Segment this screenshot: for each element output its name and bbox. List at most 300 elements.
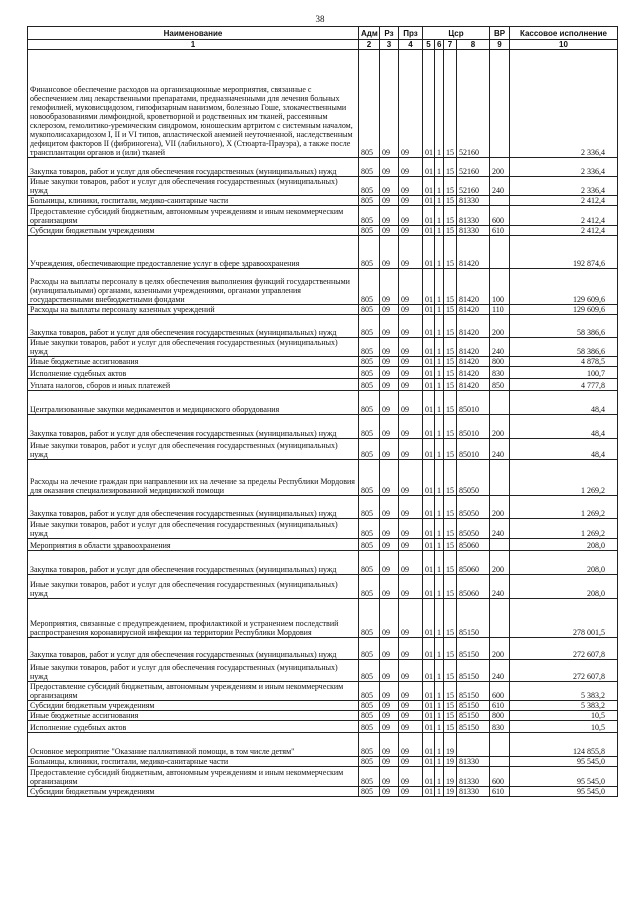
row-csr-2: 1	[435, 575, 444, 599]
row-name: Мероприятия, связанные с предупреждением, профилактикой и устранением последствий распространения коронавирусной инфекции на территории Республики Мордовия	[28, 599, 359, 638]
row-rz: 09	[380, 757, 399, 767]
row-prz: 09	[399, 660, 423, 682]
row-prz: 09	[399, 269, 423, 305]
row-csr-1: 01	[423, 357, 435, 367]
col-number: 2	[359, 40, 380, 50]
row-name: Предоставление субсидий бюджетным, автономным учреждениям и иным некоммерческим организациям	[28, 206, 359, 226]
row-adm: 805	[359, 519, 380, 539]
row-adm: 805	[359, 236, 380, 269]
table-row	[28, 721, 618, 733]
row-adm: 805	[359, 315, 380, 338]
row-vr: 600	[490, 767, 510, 787]
row-adm: 805	[359, 391, 380, 415]
row-csr-2: 1	[435, 379, 444, 391]
row-csr-3: 15	[444, 158, 457, 177]
col-number: 9	[490, 40, 510, 50]
row-vr	[490, 599, 510, 638]
row-csr-1: 01	[423, 767, 435, 787]
row-prz: 09	[399, 158, 423, 177]
col-number: 1	[28, 40, 359, 50]
table-row	[28, 682, 618, 701]
table-row	[28, 711, 618, 721]
header-rz: Рз	[380, 27, 399, 40]
row-name: Иные закупки товаров, работ и услуг для обеспечения государственных (муниципальных) нужд	[28, 575, 359, 599]
row-csr-2: 1	[435, 767, 444, 787]
row-csr-4: 85050	[457, 496, 490, 519]
row-rz: 09	[380, 711, 399, 721]
row-rz: 09	[380, 767, 399, 787]
row-csr-4: 52160	[457, 158, 490, 177]
row-name: Предоставление субсидий бюджетным, автономным учреждениям и иным некоммерческим организациям	[28, 682, 359, 701]
col-number: 7	[444, 40, 457, 50]
row-csr-3: 15	[444, 575, 457, 599]
row-vr	[490, 196, 510, 206]
table-row	[28, 496, 618, 519]
row-csr-1: 01	[423, 367, 435, 379]
row-vr: 610	[490, 701, 510, 711]
table-row	[28, 733, 618, 757]
row-csr-2: 1	[435, 757, 444, 767]
row-vr	[490, 50, 510, 158]
table-row	[28, 539, 618, 551]
row-csr-2: 1	[435, 787, 444, 797]
row-amount: 1 269,2	[510, 460, 618, 496]
row-vr	[490, 391, 510, 415]
row-csr-1: 01	[423, 599, 435, 638]
table-row	[28, 305, 618, 315]
row-name: Расходы на выплаты персоналу казенных учреждений	[28, 305, 359, 315]
row-rz: 09	[380, 599, 399, 638]
row-csr-1: 01	[423, 701, 435, 711]
row-adm: 805	[359, 460, 380, 496]
row-prz: 09	[399, 638, 423, 660]
row-csr-3: 19	[444, 757, 457, 767]
row-csr-2: 1	[435, 733, 444, 757]
row-vr	[490, 539, 510, 551]
row-adm: 805	[359, 638, 380, 660]
table-row	[28, 379, 618, 391]
row-rz: 09	[380, 733, 399, 757]
row-csr-2: 1	[435, 391, 444, 415]
row-csr-2: 1	[435, 158, 444, 177]
row-rz: 09	[380, 460, 399, 496]
row-name: Субсидии бюджетным учреждениям	[28, 226, 359, 236]
row-csr-1: 01	[423, 460, 435, 496]
row-amount: 4 878,5	[510, 357, 618, 367]
row-csr-3: 19	[444, 787, 457, 797]
row-amount: 208,0	[510, 575, 618, 599]
row-vr: 800	[490, 711, 510, 721]
row-adm: 805	[359, 305, 380, 315]
row-name: Иные бюджетные ассигнования	[28, 711, 359, 721]
row-adm: 805	[359, 539, 380, 551]
row-adm: 805	[359, 367, 380, 379]
row-vr: 610	[490, 226, 510, 236]
row-csr-2: 1	[435, 226, 444, 236]
row-csr-2: 1	[435, 599, 444, 638]
row-rz: 09	[380, 305, 399, 315]
row-csr-4: 85060	[457, 539, 490, 551]
row-csr-3: 15	[444, 519, 457, 539]
row-rz: 09	[380, 367, 399, 379]
row-adm: 805	[359, 701, 380, 711]
row-amount: 95 545,0	[510, 787, 618, 797]
row-amount: 192 874,6	[510, 236, 618, 269]
row-csr-3: 15	[444, 391, 457, 415]
row-prz: 09	[399, 599, 423, 638]
row-amount: 272 607,8	[510, 660, 618, 682]
header-exec: Кассовое исполнение	[510, 27, 618, 40]
row-prz: 09	[399, 787, 423, 797]
row-csr-3: 15	[444, 305, 457, 315]
row-csr-4: 81330	[457, 757, 490, 767]
row-csr-3: 15	[444, 50, 457, 158]
row-csr-1: 01	[423, 196, 435, 206]
row-prz: 09	[399, 305, 423, 315]
row-name: Субсидии бюджетным учреждениям	[28, 787, 359, 797]
row-vr: 830	[490, 367, 510, 379]
row-prz: 09	[399, 196, 423, 206]
row-prz: 09	[399, 415, 423, 439]
row-vr: 800	[490, 357, 510, 367]
row-csr-1: 01	[423, 439, 435, 460]
row-rz: 09	[380, 575, 399, 599]
row-csr-2: 1	[435, 519, 444, 539]
row-rz: 09	[380, 638, 399, 660]
row-csr-2: 1	[435, 721, 444, 733]
row-adm: 805	[359, 177, 380, 196]
col-number: 6	[435, 40, 444, 50]
table-row	[28, 660, 618, 682]
row-csr-1: 01	[423, 660, 435, 682]
row-name: Закупка товаров, работ и услуг для обеспечения государственных (муниципальных) нужд	[28, 496, 359, 519]
row-vr	[490, 460, 510, 496]
row-vr: 600	[490, 682, 510, 701]
row-rz: 09	[380, 721, 399, 733]
row-rz: 09	[380, 226, 399, 236]
row-prz: 09	[399, 551, 423, 575]
row-csr-3: 15	[444, 660, 457, 682]
row-amount: 95 545,0	[510, 767, 618, 787]
row-csr-4: 81420	[457, 338, 490, 357]
row-name: Иные закупки товаров, работ и услуг для обеспечения государственных (муниципальных) нужд	[28, 439, 359, 460]
row-csr-3: 15	[444, 551, 457, 575]
row-csr-3: 15	[444, 439, 457, 460]
row-amount: 2 336,4	[510, 177, 618, 196]
row-csr-1: 01	[423, 575, 435, 599]
row-csr-1: 01	[423, 305, 435, 315]
row-csr-4: 85150	[457, 721, 490, 733]
row-csr-2: 1	[435, 50, 444, 158]
row-name: Закупка товаров, работ и услуг для обеспечения государственных (муниципальных) нужд	[28, 415, 359, 439]
row-prz: 09	[399, 575, 423, 599]
row-csr-4: 81330	[457, 787, 490, 797]
table-row	[28, 357, 618, 367]
header-name: Наименование	[28, 27, 359, 40]
table-row	[28, 226, 618, 236]
row-amount: 129 609,6	[510, 269, 618, 305]
row-amount: 100,7	[510, 367, 618, 379]
row-rz: 09	[380, 519, 399, 539]
header-vr: ВР	[490, 27, 510, 40]
row-csr-2: 1	[435, 236, 444, 269]
row-csr-3: 15	[444, 539, 457, 551]
row-vr: 100	[490, 269, 510, 305]
row-csr-1: 01	[423, 787, 435, 797]
row-csr-4: 85150	[457, 599, 490, 638]
row-adm: 805	[359, 721, 380, 733]
row-name: Закупка товаров, работ и услуг для обеспечения государственных (муниципальных) нужд	[28, 551, 359, 575]
row-adm: 805	[359, 496, 380, 519]
table-row	[28, 460, 618, 496]
row-csr-4: 85010	[457, 439, 490, 460]
row-adm: 805	[359, 660, 380, 682]
row-csr-3: 15	[444, 357, 457, 367]
row-csr-2: 1	[435, 701, 444, 711]
row-name: Предоставление субсидий бюджетным, автономным учреждениям и иным некоммерческим организациям	[28, 767, 359, 787]
row-amount: 208,0	[510, 551, 618, 575]
row-csr-4: 85010	[457, 391, 490, 415]
row-adm: 805	[359, 379, 380, 391]
row-vr: 830	[490, 721, 510, 733]
table-row	[28, 599, 618, 638]
table-row	[28, 196, 618, 206]
row-vr	[490, 236, 510, 269]
row-csr-1: 01	[423, 638, 435, 660]
col-number: 3	[380, 40, 399, 50]
col-number: 10	[510, 40, 618, 50]
row-name: Исполнение судебных актов	[28, 721, 359, 733]
row-prz: 09	[399, 391, 423, 415]
row-vr: 240	[490, 338, 510, 357]
row-vr: 200	[490, 158, 510, 177]
header-adm: Адм	[359, 27, 380, 40]
row-csr-4: 81420	[457, 305, 490, 315]
row-csr-1: 01	[423, 711, 435, 721]
row-prz: 09	[399, 539, 423, 551]
row-amount: 5 383,2	[510, 682, 618, 701]
row-csr-1: 01	[423, 721, 435, 733]
row-rz: 09	[380, 682, 399, 701]
table-row	[28, 177, 618, 196]
row-csr-1: 01	[423, 338, 435, 357]
row-rz: 09	[380, 496, 399, 519]
row-amount: 48,4	[510, 415, 618, 439]
row-vr: 200	[490, 638, 510, 660]
row-rz: 09	[380, 357, 399, 367]
row-rz: 09	[380, 177, 399, 196]
row-vr: 200	[490, 496, 510, 519]
row-csr-4: 81330	[457, 206, 490, 226]
row-csr-3: 15	[444, 711, 457, 721]
table-row	[28, 269, 618, 305]
row-csr-4: 85060	[457, 575, 490, 599]
table-row	[28, 415, 618, 439]
row-prz: 09	[399, 236, 423, 269]
row-amount: 1 269,2	[510, 496, 618, 519]
row-csr-4: 81420	[457, 236, 490, 269]
row-amount: 5 383,2	[510, 701, 618, 711]
row-csr-3: 15	[444, 196, 457, 206]
row-vr: 200	[490, 315, 510, 338]
row-name: Иные закупки товаров, работ и услуг для обеспечения государственных (муниципальных) нужд	[28, 660, 359, 682]
row-rz: 09	[380, 391, 399, 415]
row-adm: 805	[359, 206, 380, 226]
row-csr-4: 81420	[457, 269, 490, 305]
row-prz: 09	[399, 496, 423, 519]
row-amount: 124 855,8	[510, 733, 618, 757]
row-csr-3: 15	[444, 599, 457, 638]
row-name: Иные бюджетные ассигнования	[28, 357, 359, 367]
table-row	[28, 767, 618, 787]
row-csr-4: 85150	[457, 682, 490, 701]
row-csr-1: 01	[423, 496, 435, 519]
row-name: Мероприятия в области здравоохранения	[28, 539, 359, 551]
row-adm: 805	[359, 269, 380, 305]
col-number: 5	[423, 40, 435, 50]
row-prz: 09	[399, 50, 423, 158]
row-amount: 10,5	[510, 721, 618, 733]
row-csr-2: 1	[435, 305, 444, 315]
row-csr-2: 1	[435, 539, 444, 551]
table-row	[28, 367, 618, 379]
row-csr-4: 85050	[457, 519, 490, 539]
row-csr-1: 01	[423, 391, 435, 415]
row-rz: 09	[380, 338, 399, 357]
row-amount: 58 386,6	[510, 315, 618, 338]
row-csr-2: 1	[435, 496, 444, 519]
row-name: Расходы на выплаты персоналу в целях обеспечения выполнения функций государственными (муниципальными) органами, казенными учреждениями, органами управления государственными внебюджетными фондами	[28, 269, 359, 305]
row-csr-4: 81420	[457, 315, 490, 338]
row-csr-2: 1	[435, 711, 444, 721]
row-csr-2: 1	[435, 660, 444, 682]
row-adm: 805	[359, 158, 380, 177]
row-amount: 2 336,4	[510, 158, 618, 177]
row-csr-3: 15	[444, 721, 457, 733]
row-csr-3: 15	[444, 367, 457, 379]
row-csr-1: 01	[423, 206, 435, 226]
row-csr-3: 19	[444, 733, 457, 757]
table-row	[28, 638, 618, 660]
row-amount: 208,0	[510, 539, 618, 551]
row-csr-3: 15	[444, 269, 457, 305]
row-vr	[490, 733, 510, 757]
row-csr-3: 15	[444, 236, 457, 269]
row-prz: 09	[399, 226, 423, 236]
row-csr-4: 85010	[457, 415, 490, 439]
row-name: Иные закупки товаров, работ и услуг для обеспечения государственных (муниципальных) нужд	[28, 338, 359, 357]
row-amount: 278 001,5	[510, 599, 618, 638]
row-csr-2: 1	[435, 315, 444, 338]
row-csr-2: 1	[435, 206, 444, 226]
row-csr-1: 01	[423, 519, 435, 539]
row-csr-2: 1	[435, 439, 444, 460]
row-adm: 805	[359, 575, 380, 599]
row-name: Уплата налогов, сборов и иных платежей	[28, 379, 359, 391]
row-vr: 850	[490, 379, 510, 391]
row-rz: 09	[380, 439, 399, 460]
row-rz: 09	[380, 551, 399, 575]
row-adm: 805	[359, 226, 380, 236]
table-row	[28, 701, 618, 711]
row-csr-3: 15	[444, 226, 457, 236]
row-name: Закупка товаров, работ и услуг для обеспечения государственных (муниципальных) нужд	[28, 638, 359, 660]
row-csr-2: 1	[435, 357, 444, 367]
row-rz: 09	[380, 415, 399, 439]
table-row	[28, 551, 618, 575]
row-csr-2: 1	[435, 177, 444, 196]
row-csr-3: 15	[444, 379, 457, 391]
table-row	[28, 315, 618, 338]
row-csr-3: 19	[444, 767, 457, 787]
row-csr-1: 01	[423, 415, 435, 439]
row-csr-3: 15	[444, 638, 457, 660]
row-vr: 200	[490, 551, 510, 575]
row-vr: 600	[490, 206, 510, 226]
row-prz: 09	[399, 721, 423, 733]
row-rz: 09	[380, 539, 399, 551]
row-csr-2: 1	[435, 551, 444, 575]
row-prz: 09	[399, 519, 423, 539]
row-rz: 09	[380, 660, 399, 682]
row-csr-4: 85150	[457, 711, 490, 721]
row-name: Больницы, клиники, госпитали, медико-санитарные части	[28, 196, 359, 206]
row-vr: 240	[490, 519, 510, 539]
table-body	[28, 50, 618, 797]
row-csr-2: 1	[435, 638, 444, 660]
row-csr-2: 1	[435, 682, 444, 701]
row-rz: 09	[380, 158, 399, 177]
row-csr-2: 1	[435, 415, 444, 439]
row-csr-1: 01	[423, 379, 435, 391]
row-csr-4	[457, 733, 490, 757]
row-adm: 805	[359, 439, 380, 460]
row-rz: 09	[380, 196, 399, 206]
row-amount: 10,5	[510, 711, 618, 721]
row-name: Расходы на лечение граждан при направлении их на лечение за пределы Республики Мордовия для оказания специализированной медицинской помощи	[28, 460, 359, 496]
row-name: Основное мероприятие "Оказание паллиативной помощи, в том числе детям"	[28, 733, 359, 757]
row-csr-4: 85150	[457, 638, 490, 660]
row-rz: 09	[380, 315, 399, 338]
row-name: Финансовое обеспечение расходов на организационные мероприятия, связанные с обеспечением лиц лекарственными препаратами, предназначенными для лечения больных гемофилией, муковисцидозом, гипофизарным нанизмом, болезнью Гоше, злокачественными новообразованиями лимфоидной, кроветворной и родственных им тканей, рассеянным склерозом, гемолитико-уремическим синдромом, юношеским артритом с системным началом, мукополисахаридозом I, II и VI типов, апластической анемией неуточненной, наследственным дефицитом факторов II (фибриногена), VII (лабильного), X (Стюарта-Прауэра), а также после трансплантации органов и (или) тканей	[28, 50, 359, 158]
row-amount: 4 777,8	[510, 379, 618, 391]
row-csr-3: 15	[444, 460, 457, 496]
table-row	[28, 787, 618, 797]
row-csr-3: 15	[444, 682, 457, 701]
row-csr-3: 15	[444, 338, 457, 357]
row-csr-1: 01	[423, 315, 435, 338]
row-adm: 805	[359, 551, 380, 575]
row-rz: 09	[380, 50, 399, 158]
row-prz: 09	[399, 460, 423, 496]
row-amount: 129 609,6	[510, 305, 618, 315]
row-csr-1: 01	[423, 226, 435, 236]
row-csr-4: 52160	[457, 177, 490, 196]
header-prz: Прз	[399, 27, 423, 40]
row-name: Учреждения, обеспечивающие предоставление услуг в сфере здравоохранения	[28, 236, 359, 269]
column-number-row	[28, 40, 618, 50]
row-amount: 2 412,4	[510, 206, 618, 226]
row-csr-4: 85150	[457, 660, 490, 682]
row-csr-4: 81330	[457, 226, 490, 236]
row-csr-4: 81420	[457, 357, 490, 367]
row-csr-1: 01	[423, 269, 435, 305]
row-amount: 2 336,4	[510, 50, 618, 158]
row-csr-4: 85050	[457, 460, 490, 496]
row-prz: 09	[399, 315, 423, 338]
row-name: Иные закупки товаров, работ и услуг для обеспечения государственных (муниципальных) нужд	[28, 519, 359, 539]
row-csr-4: 81420	[457, 367, 490, 379]
